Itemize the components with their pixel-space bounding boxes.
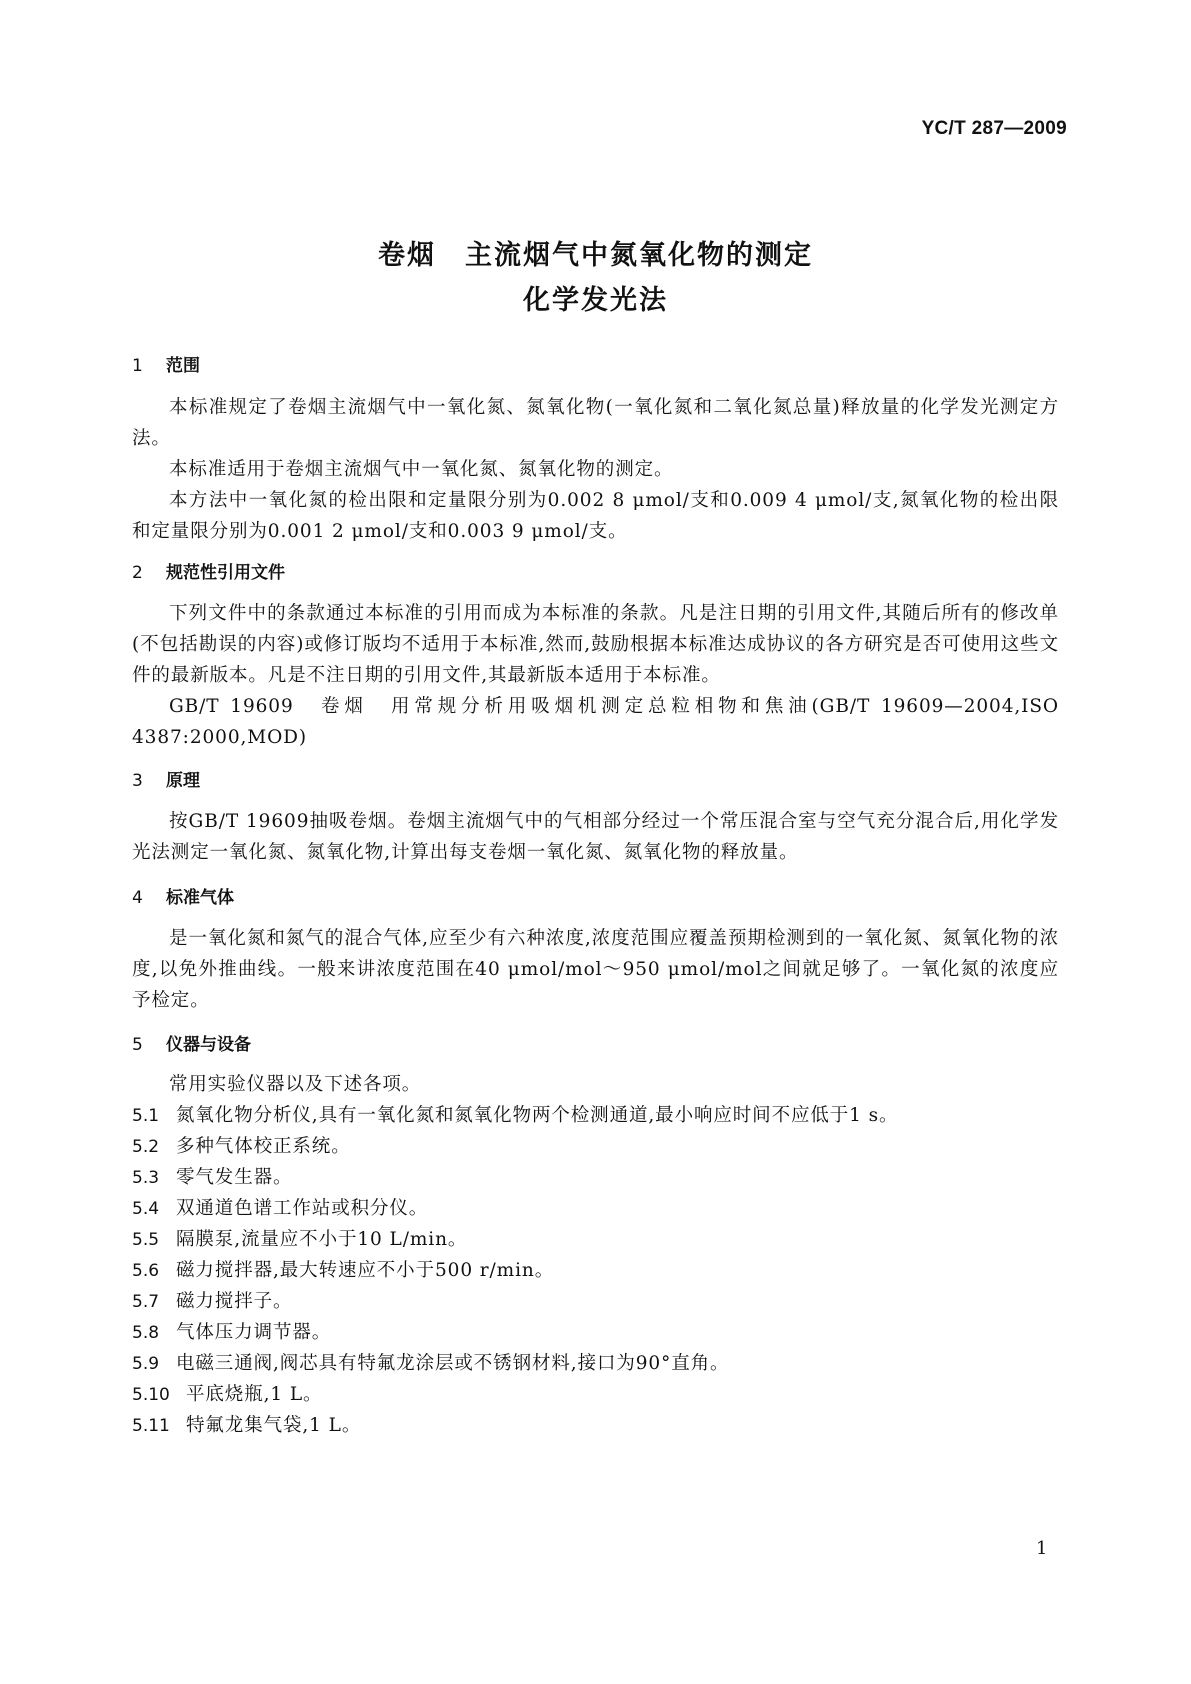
paragraph: 本方法中一氧化氮的检出限和定量限分别为0.002 8 μmol/支和0.009 4 μmol/支,氮氧化物的检出限和定量限分别为0.001 2 μmol/支和0.003 9 μmol/支。 xyxy=(132,490,1059,542)
list-item xyxy=(132,1287,292,1313)
section-title: 原理 xyxy=(166,771,200,791)
section-title: 范围 xyxy=(166,356,200,376)
list-item xyxy=(132,1380,322,1406)
item-text: 零气发生器。 xyxy=(176,1167,293,1188)
paragraph: 本标准规定了卷烟主流烟气中一氧化氮、氮氧化物(一氧化氮和二氧化氮总量)释放量的化学发光测定方法。 xyxy=(132,397,1059,449)
list-item xyxy=(132,1349,729,1375)
section-title: 仪器与设备 xyxy=(166,1035,251,1055)
item-number: 5.8 xyxy=(132,1323,160,1343)
standard-code: YC/T 287—2009 xyxy=(921,118,1067,139)
item-text: 多种气体校正系统。 xyxy=(176,1136,351,1157)
item-text: 电磁三通阀,阀芯具有特氟龙涂层或不锈钢材料,接口为90°直角。 xyxy=(176,1353,730,1374)
section-number: 2 xyxy=(132,563,143,583)
list-item xyxy=(132,1318,331,1344)
section-heading-apparatus xyxy=(132,1030,251,1055)
section-heading-normative-references xyxy=(132,558,285,583)
section-heading-standard-gas xyxy=(132,883,234,908)
item-number: 5.10 xyxy=(132,1385,170,1405)
item-text: 平底烧瓶,1 L。 xyxy=(186,1384,323,1405)
item-text: 隔膜泵,流量应不小于10 L/min。 xyxy=(176,1229,468,1250)
item-text: 气体压力调节器。 xyxy=(176,1322,332,1343)
item-number: 5.4 xyxy=(132,1199,160,1219)
list-item xyxy=(132,1225,467,1251)
section-number: 4 xyxy=(132,888,143,908)
section-title: 规范性引用文件 xyxy=(166,563,285,583)
item-number: 5.2 xyxy=(132,1137,160,1157)
list-item xyxy=(132,1194,428,1220)
list-item xyxy=(132,1132,351,1158)
document-subtitle: 化学发光法 xyxy=(523,285,668,316)
reference-entry: GB/T 19609 卷烟 用常规分析用吸烟机测定总粒相物和焦油(GB/T 19609—2004,ISO 4387:2000,MOD) xyxy=(132,696,1059,748)
paragraph: 本标准适用于卷烟主流烟气中一氧化氮、氮氧化物的测定。 xyxy=(169,459,674,480)
list-item xyxy=(132,1163,292,1189)
section-number: 3 xyxy=(132,771,143,791)
paragraph: 是一氧化氮和氮气的混合气体,应至少有六种浓度,浓度范围应覆盖预期检测到的一氧化氮、氮氧化物的浓度,以免外推曲线。一般来讲浓度范围在40 μmol/mol～950 μmol/mol之间就足够了。一氧化氮的浓度应予检定。 xyxy=(132,928,1059,1011)
section-number: 1 xyxy=(132,356,143,376)
item-text: 磁力搅拌子。 xyxy=(176,1291,293,1312)
list-item xyxy=(132,1411,361,1437)
item-number: 5.6 xyxy=(132,1261,160,1281)
item-text: 磁力搅拌器,最大转速应不小于500 r/min。 xyxy=(176,1260,555,1281)
item-number: 5.3 xyxy=(132,1168,160,1188)
item-number: 5.5 xyxy=(132,1230,160,1250)
section-heading-scope xyxy=(132,351,200,376)
section-heading-principle xyxy=(132,766,200,791)
paragraph: 常用实验仪器以及下述各项。 xyxy=(169,1074,422,1095)
item-number: 5.9 xyxy=(132,1354,160,1374)
item-text: 氮氧化物分析仪,具有一氧化氮和氮氧化物两个检测通道,最小响应时间不应低于1 s。 xyxy=(176,1105,899,1126)
document-title: 卷烟 主流烟气中氮氧化物的测定 xyxy=(378,240,813,271)
item-text: 双通道色谱工作站或积分仪。 xyxy=(176,1198,429,1219)
item-number: 5.7 xyxy=(132,1292,160,1312)
page-number: 1 xyxy=(1036,1538,1048,1559)
section-title: 标准气体 xyxy=(166,888,234,908)
list-item xyxy=(132,1101,898,1127)
section-number: 5 xyxy=(132,1035,143,1055)
paragraph: 按GB/T 19609抽吸卷烟。卷烟主流烟气中的气相部分经过一个常压混合室与空气充分混合后,用化学发光法测定一氧化氮、氮氧化物,计算出每支卷烟一氧化氮、氮氧化物的释放量。 xyxy=(132,811,1059,863)
list-item xyxy=(132,1256,554,1282)
paragraph: 下列文件中的条款通过本标准的引用而成为本标准的条款。凡是注日期的引用文件,其随后所有的修改单(不包括勘误的内容)或修订版均不适用于本标准,然而,鼓励根据本标准达成协议的各方研究是否可使用这些文件的最新版本。凡是不注日期的引用文件,其最新版本适用于本标准。 xyxy=(132,603,1059,686)
item-text: 特氟龙集气袋,1 L。 xyxy=(186,1415,362,1436)
item-number: 5.11 xyxy=(132,1416,170,1436)
item-number: 5.1 xyxy=(132,1106,160,1126)
